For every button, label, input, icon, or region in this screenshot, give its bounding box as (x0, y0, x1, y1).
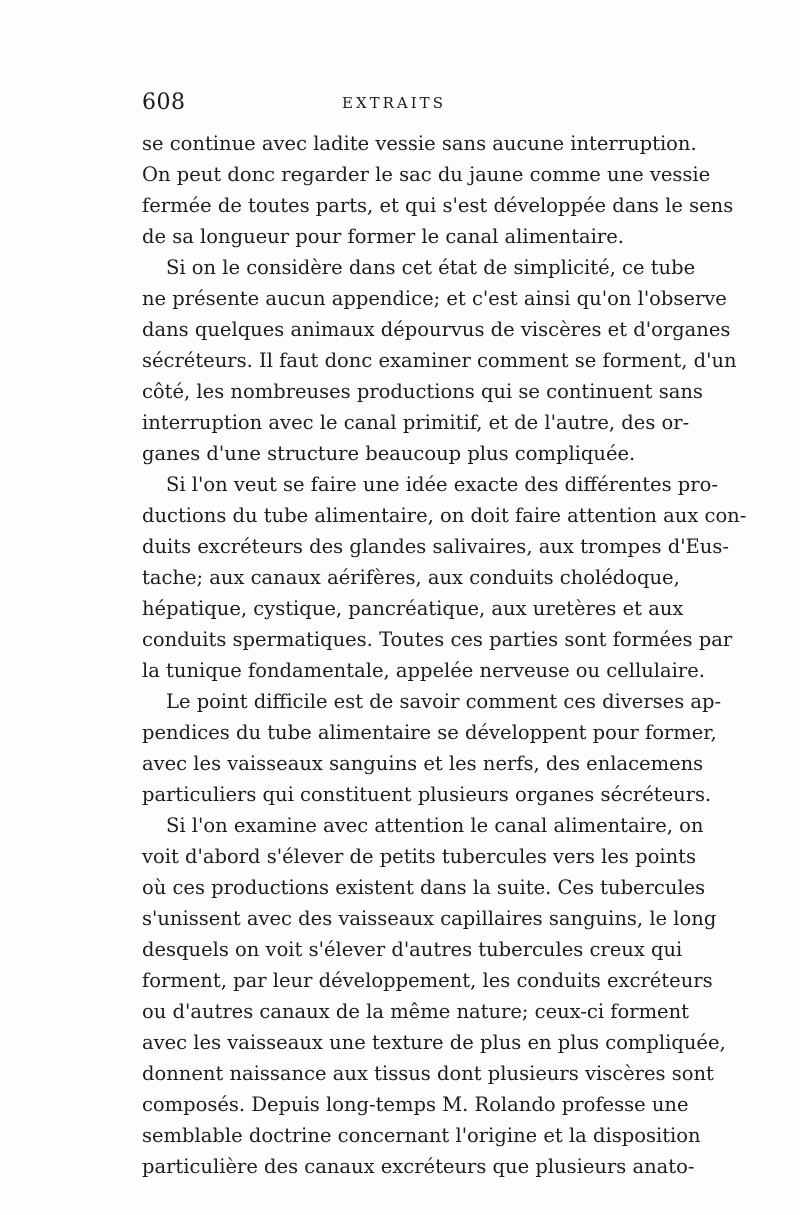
text-line: tache; aux canaux aérifères, aux conduits cholédoque, (142, 566, 680, 589)
paragraph (142, 686, 722, 810)
text-line: Le point difficile est de savoir comment ces diverses ap- (166, 690, 722, 713)
text-line: desquels on voit s'élever d'autres tubercules creux qui (142, 938, 683, 961)
page-header (142, 90, 660, 120)
running-head: EXTRAITS (342, 94, 446, 112)
text-line: hépatique, cystique, pancréatique, aux uretères et aux (142, 597, 684, 620)
text-line: la tunique fondamentale, appelée nerveuse ou cellulaire. (142, 659, 705, 682)
text-line: ne présente aucun appendice; et c'est ainsi qu'on l'observe (142, 287, 727, 310)
text-line: côté, les nombreuses productions qui se continuent sans (142, 380, 703, 403)
text-line: interruption avec le canal primitif, et de l'autre, des or- (142, 411, 690, 434)
text-line: dans quelques animaux dépourvus de viscères et d'organes (142, 318, 731, 341)
paragraph (142, 128, 734, 252)
text-line: Si on le considère dans cet état de simplicité, ce tube (166, 256, 696, 279)
text-line: fermée de toutes parts, et qui s'est développée dans le sens (142, 194, 734, 217)
text-line: de sa longueur pour former le canal alimentaire. (142, 225, 624, 248)
text-line: ou d'autres canaux de la même nature; ceux-ci forment (142, 1000, 689, 1023)
text-line: composés. Depuis long-temps M. Rolando professe une (142, 1093, 689, 1116)
text-line: se continue avec ladite vessie sans aucune interruption. (142, 132, 697, 155)
text-line: pendices du tube alimentaire se développent pour former, (142, 721, 717, 744)
text-line: où ces productions existent dans la suite. Ces tubercules (142, 876, 706, 899)
text-line: voit d'abord s'élever de petits tubercules vers les points (142, 845, 696, 868)
text-line: ganes d'une structure beaucoup plus compliquée. (142, 442, 636, 465)
text-line: Si l'on examine avec attention le canal alimentaire, on (166, 814, 704, 837)
text-line: donnent naissance aux tissus dont plusieurs viscères sont (142, 1062, 714, 1085)
text-line: duits excréteurs des glandes salivaires, aux trompes d'Eus- (142, 535, 729, 558)
text-line: particulière des canaux excréteurs que plusieurs anato- (142, 1155, 695, 1178)
text-line: sécréteurs. Il faut donc examiner comment se forment, d'un (142, 349, 737, 372)
paragraph (142, 469, 747, 686)
text-line: avec les vaisseaux une texture de plus en plus compliquée, (142, 1031, 726, 1054)
text-line: ductions du tube alimentaire, on doit faire attention aux con- (142, 504, 747, 527)
body-text (142, 128, 747, 1182)
text-line: particuliers qui constituent plusieurs organes sécréteurs. (142, 783, 712, 806)
text-line: Si l'on veut se faire une idée exacte des différentes pro- (166, 473, 718, 496)
page-number: 608 (142, 90, 186, 115)
text-line: forment, par leur développement, les conduits excréteurs (142, 969, 713, 992)
text-line: semblable doctrine concernant l'origine et la disposition (142, 1124, 701, 1147)
paragraph (142, 810, 726, 1182)
text-line: conduits spermatiques. Toutes ces parties sont formées par (142, 628, 733, 651)
text-line: avec les vaisseaux sanguins et les nerfs, des enlacemens (142, 752, 704, 775)
paragraph (142, 252, 737, 469)
text-line: s'unissent avec des vaisseaux capillaires sanguins, le long (142, 907, 717, 930)
text-line: On peut donc regarder le sac du jaune comme une vessie (142, 163, 711, 186)
